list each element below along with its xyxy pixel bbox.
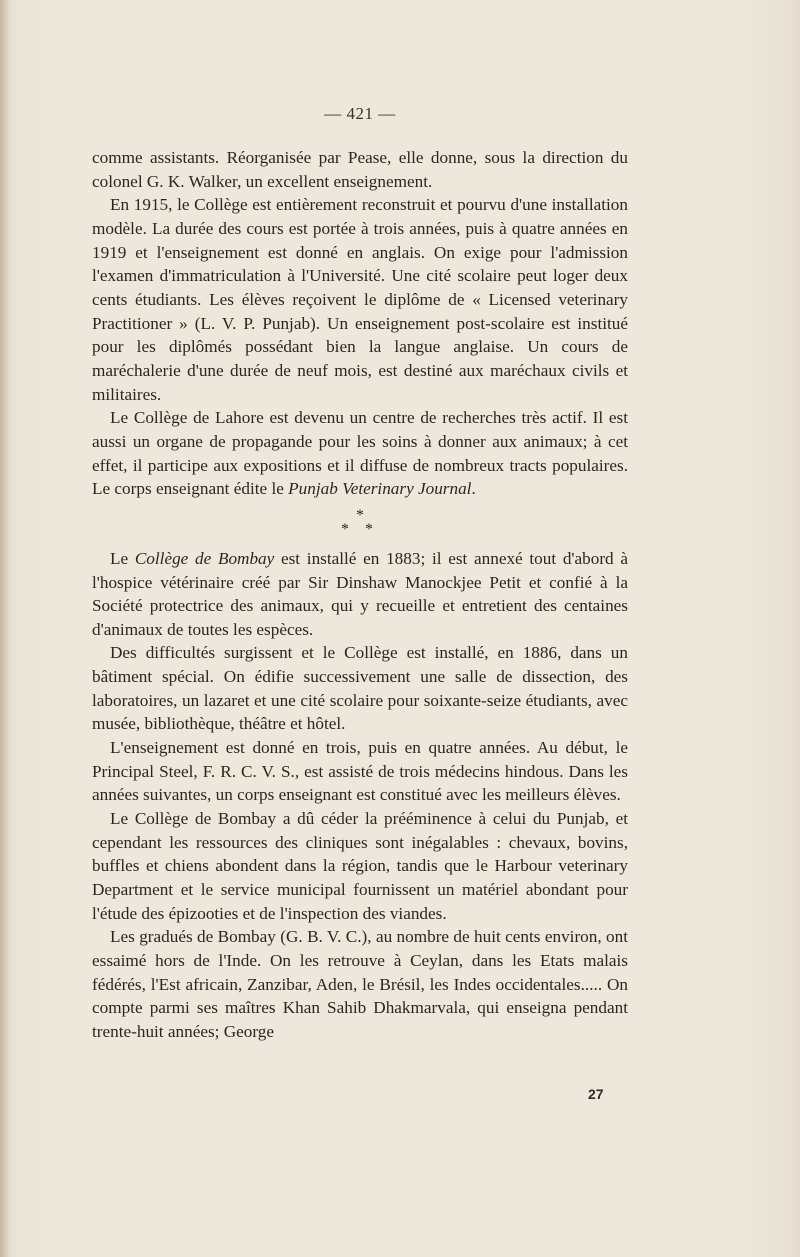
journal-title: Punjab Veterinary Journal xyxy=(288,479,472,499)
paragraph-7: Le Collège de Bombay a dû céder la prééminence à celui du Punjab, et cependant les ressources des cliniques sont inégalables : chevaux, bovins, buffles et chiens abondent dans la région, tandis que le Harbour veterinary Department et le service municipal fournissent un matériel abondant pour l'étude des épizooties et de l'inspection des viandes. xyxy=(92,809,628,923)
paragraph-6: L'enseignement est donné en trois, puis en quatre années. Au début, le Principal Steel, F. R. C. V. S., est assisté de trois médecins hindous. Dans les années suivantes, un corps enseignant est constitué avec les meilleurs élèves. xyxy=(92,738,628,805)
paragraph-3-end: . xyxy=(471,479,476,499)
paragraph-1: comme assistants. Réorganisée par Pease, elle donne, sous la direction du colonel G. K. Walker, un excellent enseignement. xyxy=(92,148,628,191)
college-title: Collège de Bombay xyxy=(134,548,275,568)
paragraph-3 xyxy=(92,406,628,501)
paragraph-4-text: est installé en 1883; il est annexé tout d'abord à l'hospice vétérinaire créé par Sir Dinshaw Manockjee Petit et confié à la Société protectrice des animaux, qui y recueille et entretient des centaines d'animaux de toutes les espèces. xyxy=(92,548,628,639)
paragraph-4-start: Le xyxy=(110,548,135,568)
paragraph-4 xyxy=(92,547,628,642)
page-edge-shadow xyxy=(0,0,10,1257)
asterism-top: * xyxy=(356,506,364,524)
paragraph-3-text: Le Collège de Lahore est devenu un centre de recherches très actif. Il est aussi un organe de propagande pour les soins à donner aux animaux; à cet effet, il participe aux expositions et il diffuse de nombreux tracts populaires. Le corps enseignant édite le xyxy=(92,408,628,499)
paragraph-5: Des difficultés surgissent et le Collège est installé, en 1886, dans un bâtiment spécial. On édifie successivement une salle de dissection, des laboratoires, un lazaret et une cité scolaire pour soixante-seize étudiants, avec musée, bibliothèque, théâtre et hôtel. xyxy=(92,643,628,734)
page-number: — 421 — xyxy=(324,104,396,123)
paragraph-2: En 1915, le Collège est entièrement reconstruit et pourvu d'une installation modèle. La durée des cours est portée à trois années, puis à quatre années en 1919 et l'enseignement est donné en anglais. On exige pour l'admission l'examen d'immatriculation à l'Université. Une cité scolaire peut loger deux cents étudiants. Les élèves reçoivent le diplôme de « Licensed veterinary Practitioner » (L. V. P. Punjab). Un enseignement post-scolaire est institué pour les diplômés possédant bien la langue anglaise. Un cours de maréchalerie d'une durée de neuf mois, est destiné aux maréchaux civils et militaires. xyxy=(92,195,628,404)
body-text xyxy=(92,146,628,1044)
printer-signature-mark: 27 xyxy=(588,1086,604,1102)
asterism-bottom: * * xyxy=(341,520,379,538)
section-asterism xyxy=(92,501,628,547)
paragraph-8: Les gradués de Bombay (G. B. V. C.), au nombre de huit cents environ, ont essaimé hors de l'Inde. On les retrouve à Ceylan, dans les Etats malais fédérés, l'Est africain, Zanzibar, Aden, le Brésil, les Indes occidentales..... On compte parmi ses maîtres Khan Sahib Dhakmarvala, qui enseigna pendant trente-huit années; George xyxy=(92,927,628,1041)
